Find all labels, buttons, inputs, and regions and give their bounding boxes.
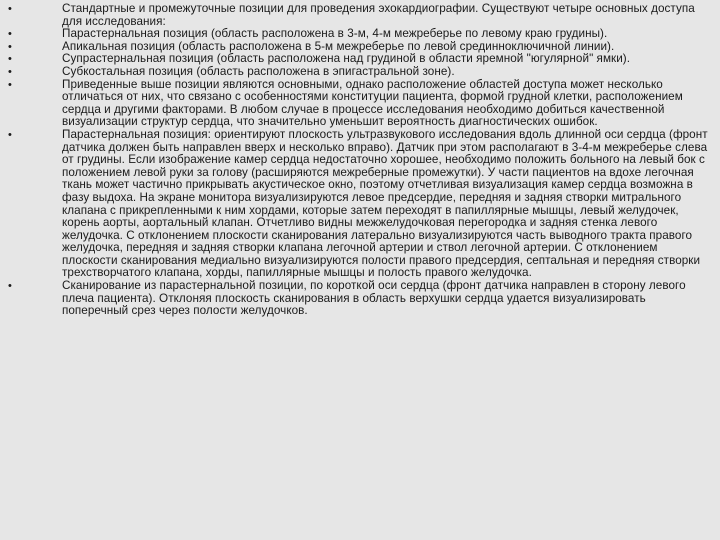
list-item-text: Парастернальная позиция (область расположена в 3-м, 4-м межреберье по левому краю грудины). xyxy=(62,27,608,41)
list-item-text: Супрастернальная позиция (область расположена над грудиной в области яремной "югулярной" ямки). xyxy=(62,52,631,66)
bullet-icon: • xyxy=(8,280,12,293)
list-item xyxy=(8,79,712,129)
list-item xyxy=(8,129,712,280)
list-item-text: Стандартные и промежуточные позиции для проведения эхокардиографии. Существуют четыре основных доступа для исследования: xyxy=(62,2,695,28)
bullet-icon: • xyxy=(8,3,12,15)
list-item xyxy=(8,28,712,41)
list-item xyxy=(8,3,712,28)
list-item xyxy=(8,66,712,79)
list-item-text: Апикальная позиция (область расположена в 5-м межреберье по левой срединноключичной линии). xyxy=(62,39,615,53)
bullet-icon: • xyxy=(8,53,12,66)
list-item-text: Субкостальная позиция (область расположена в эпигастральной зоне). xyxy=(62,64,455,78)
bullet-icon: • xyxy=(8,28,12,41)
list-item-text: Парастернальная позиция: ориентируют плоскость ультразвукового исследования вдоль длинной оси сердца (фронт датчика должен быть направлен вверх и несколько вправо). Датчик при этом располагают в 3-4-м межреберье слева от грудины. Если изображение камер сердца недостаточно хорошее, необходимо положить больного на левый бок с положением левой руки за голову (расширяются межреберные промежутки). У части пациентов на вдохе легочная ткань может частично прикрывать акустическое окно, поэтому отчетливая визуализация камер сердца возможна в фазу выдоха. На экране монитора визуализируются левое предсердие, передняя и задняя створки митрального клапана с прикрепленными к ним хордами, которые затем переходят в папиллярные мышцы, левый желудочек, корень аорты, аортальный клапан. Отчетливо видны межжелудочковая перегородка и задняя стенка левого желудочка. С отклонением плоскости сканирования латерально визуализируются часть выводного тракта правого желудочка, передняя и задняя створки клапана легочной артерии и ствол легочной артерии. С отклонением плоскости сканирования медиально визуализируются полости правого предсердия, септальная и передняя створки трехстворчатого клапана, хорды, папиллярные мышцы и полость правого желудочка. xyxy=(62,127,708,280)
bullet-icon: • xyxy=(8,128,12,141)
bullet-icon: • xyxy=(8,65,12,78)
list-item-text: Приведенные выше позиции являются основными, однако расположение областей доступа может несколько отличаться от них, что связано с особенностями конституции пациента, формой грудной клетки, расположением сердца и другими факторами. В любом случае в процессе исследования необходимо добиться качественной визуализации структур сердца, что значительно уменьшит вероятность диагностических ошибок. xyxy=(62,77,683,129)
list-item-text: Сканирование из парастернальной позиции, по короткой оси сердца (фронт датчика направлен в сторону левого плеча пациента). Отклоняя плоскость сканирования в область верхушки сердца удается визуализировать поперечный срез через полости желудочков. xyxy=(62,279,686,318)
bullet-icon: • xyxy=(8,78,12,91)
list-item xyxy=(8,280,712,318)
bullet-icon: • xyxy=(8,40,12,53)
